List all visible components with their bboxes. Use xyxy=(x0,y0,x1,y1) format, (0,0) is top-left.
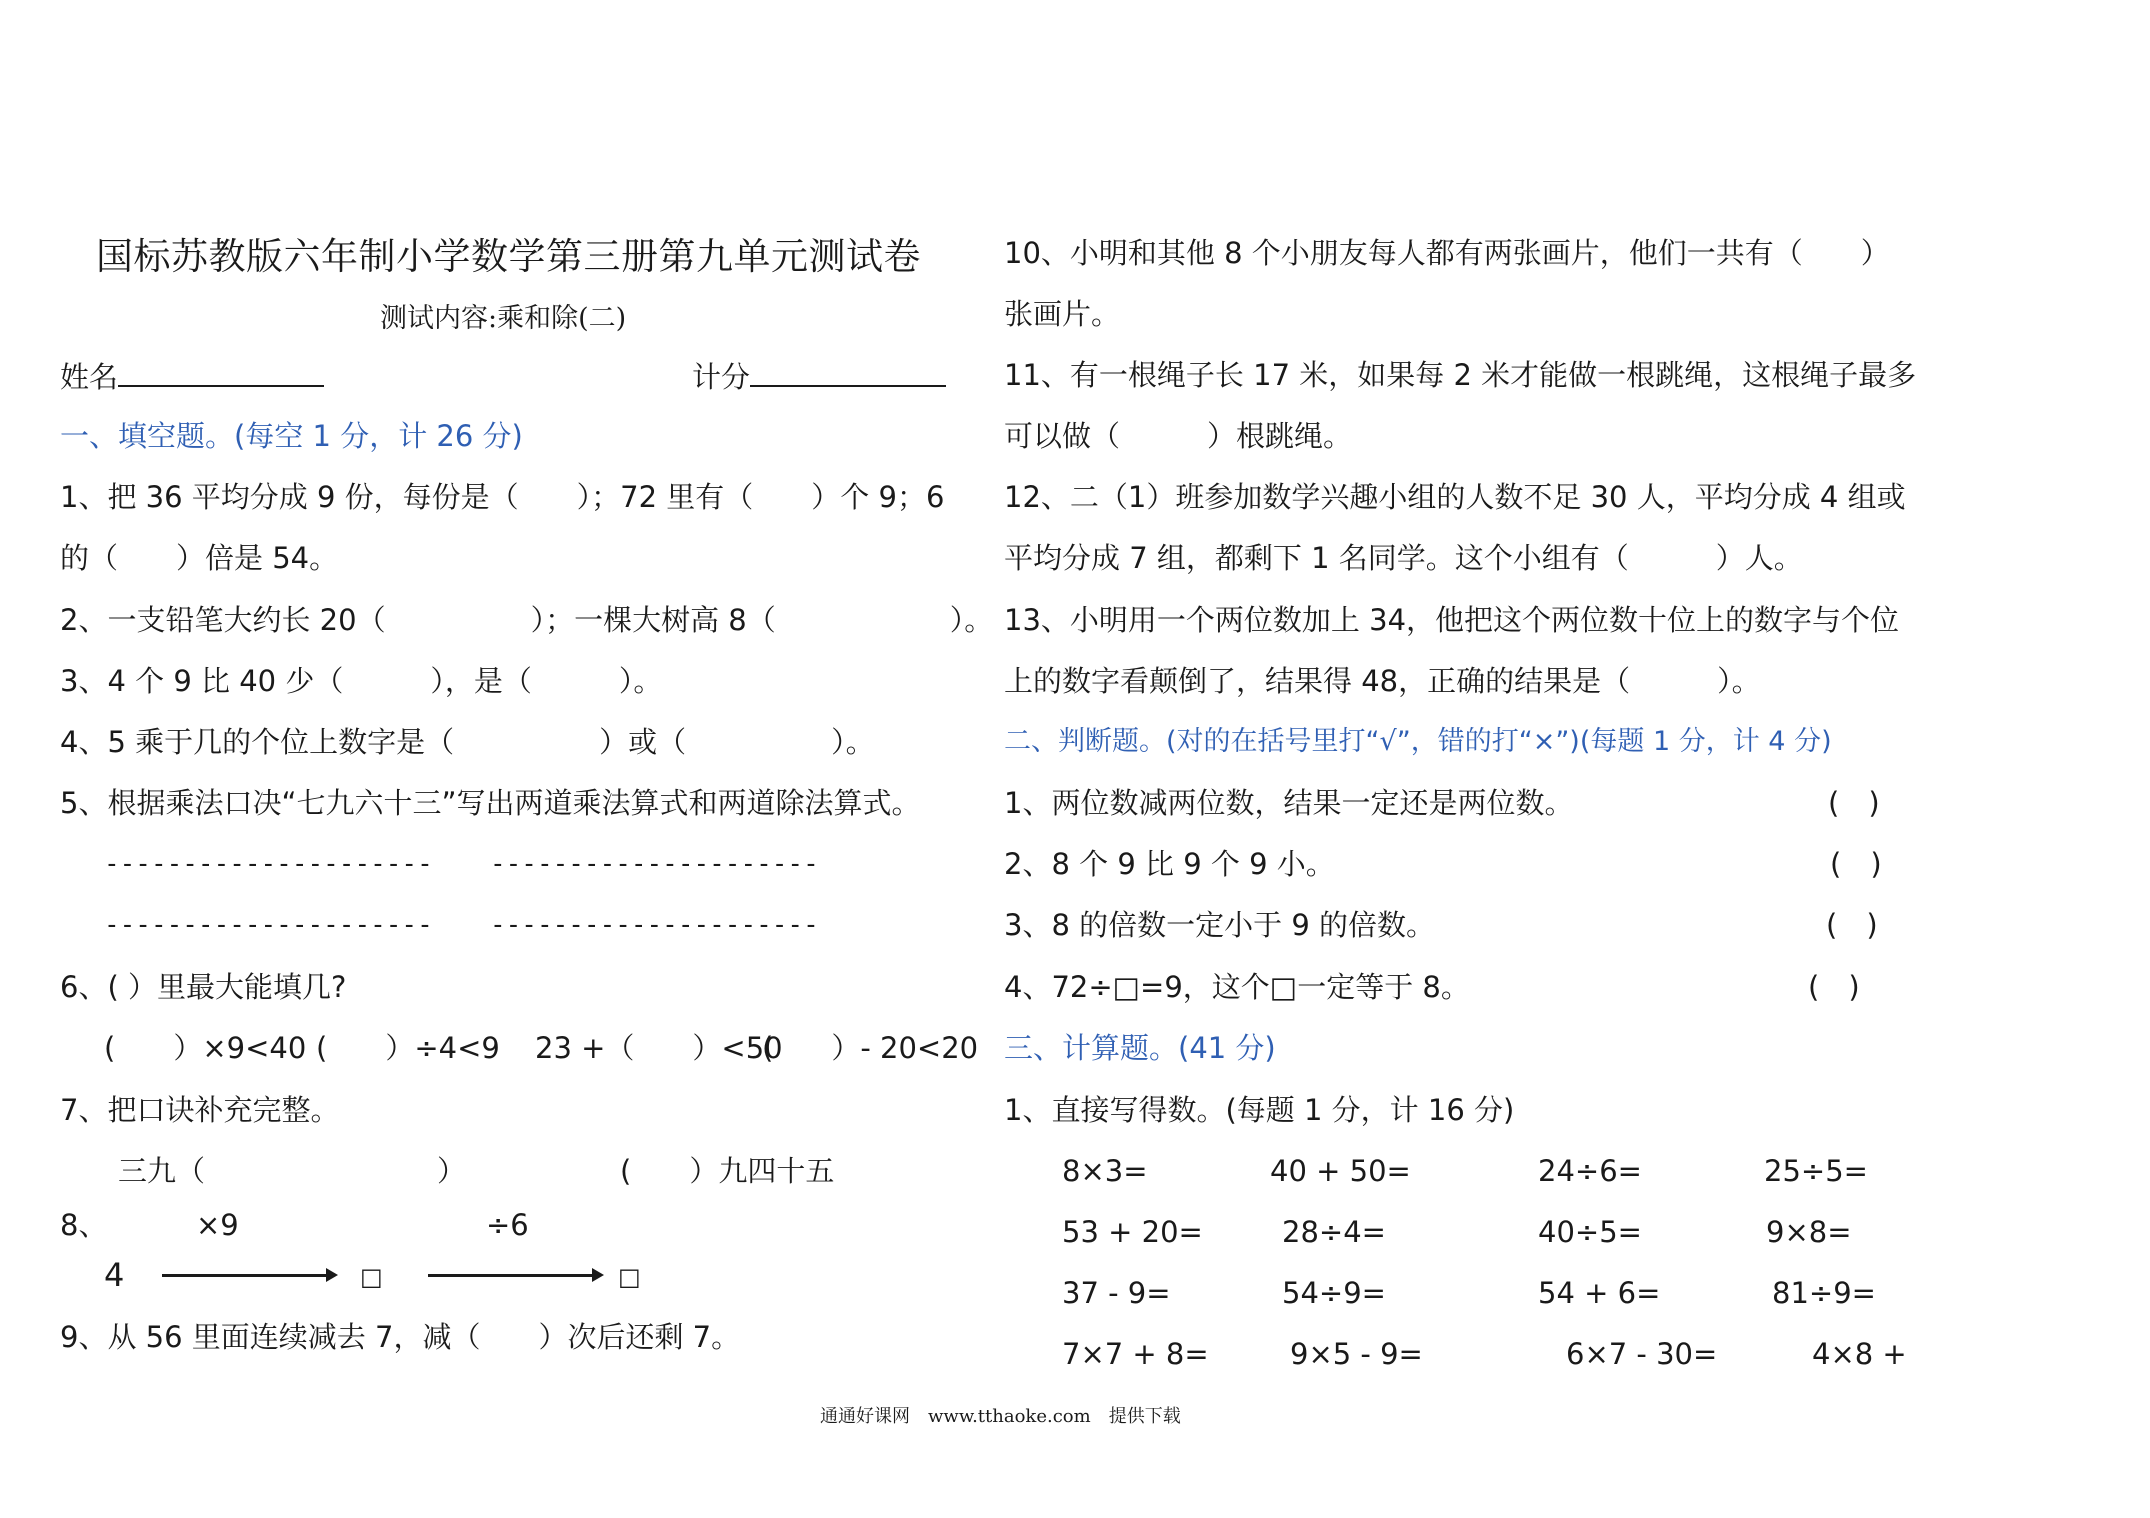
name-field xyxy=(60,355,324,397)
score-label: 计分 xyxy=(692,360,751,394)
q6-item: ( ）×9<40 xyxy=(104,1031,307,1065)
question-12b: 平均分成 7 组，都剩下 1 名同学。这个小组有（ ）人。 xyxy=(1004,541,1803,575)
calc-item: 9×5 - 9= xyxy=(1290,1337,1423,1371)
judge-1: 1、两位数减两位数，结果一定还是两位数。 xyxy=(1004,786,1574,820)
judge-2-paren: ( ) xyxy=(1830,847,1882,881)
q7-blank-b: ( ）九四十五 xyxy=(620,1154,835,1188)
arrow-icon xyxy=(162,1274,334,1277)
page-subtitle: 测试内容:乘和除(二) xyxy=(380,303,627,334)
judge-3-paren: ( ) xyxy=(1826,908,1878,942)
calc-item: 6×7 - 30= xyxy=(1566,1337,1718,1371)
section-fill-blank: 一、填空题。(每空 1 分，计 26 分) xyxy=(60,419,523,453)
calc-item: 4×8 + xyxy=(1812,1337,1907,1371)
question-12a: 12、二（1）班参加数学兴趣小组的人数不足 30 人，平均分成 4 组或 xyxy=(1004,480,1906,514)
calc-item: 24÷6= xyxy=(1538,1154,1642,1188)
q6-item: ( ）÷4<9 xyxy=(316,1031,500,1065)
calc-item: 53 + 20= xyxy=(1062,1215,1203,1249)
q6-item: 23 +（ ）<50 xyxy=(535,1031,783,1065)
calc-item: 54 + 6= xyxy=(1538,1276,1661,1310)
q8-op-multiply: ×9 xyxy=(196,1208,239,1242)
arrow-icon xyxy=(428,1274,600,1277)
calc-item: 54÷9= xyxy=(1282,1276,1386,1310)
section-calculation: 三、计算题。(41 分) xyxy=(1004,1031,1276,1065)
name-blank xyxy=(118,355,324,387)
answer-dash-line: --------------------- xyxy=(104,849,433,879)
answer-dash-line: --------------------- xyxy=(490,849,819,879)
question-10b: 张画片。 xyxy=(1004,297,1121,331)
question-13a: 13、小明用一个两位数加上 34，他把这个两位数十位上的数字与个位 xyxy=(1004,603,1900,637)
question-11a: 11、有一根绳子长 17 米，如果每 2 米才能做一根跳绳，这根绳子最多 xyxy=(1004,358,1917,392)
question-6: 6、( ）里最大能填几? xyxy=(60,970,347,1004)
question-3: 3、4 个 9 比 40 少（ ），是（ ）。 xyxy=(60,664,663,698)
calc-item: 8×3= xyxy=(1062,1154,1148,1188)
calc-item: 40÷5= xyxy=(1538,1215,1642,1249)
question-11b: 可以做（ ）根跳绳。 xyxy=(1004,419,1353,453)
calc-item: 40 + 50= xyxy=(1270,1154,1411,1188)
question-7: 7、把口诀补充完整。 xyxy=(60,1093,340,1127)
section-true-false: 二、判断题。(对的在括号里打“√”，错的打“×”)(每题 1 分，计 4 分) xyxy=(1004,726,1832,757)
question-4: 4、5 乘于几的个位上数字是（ ）或（ ）。 xyxy=(60,725,875,759)
name-label: 姓名 xyxy=(60,360,119,394)
score-field xyxy=(692,355,946,397)
page-title: 国标苏教版六年制小学数学第三册第九单元测试卷 xyxy=(96,235,921,278)
judge-2: 2、8 个 9 比 9 个 9 小。 xyxy=(1004,847,1335,881)
calc-item: 81÷9= xyxy=(1772,1276,1876,1310)
judge-1-paren: ( ) xyxy=(1828,786,1880,820)
calc-item: 25÷5= xyxy=(1764,1154,1868,1188)
calc-item: 37 - 9= xyxy=(1062,1276,1171,1310)
q8-op-divide: ÷6 xyxy=(486,1208,529,1242)
q6-item: ( ）- 20<20 xyxy=(762,1031,979,1065)
q7-blank-a: 三九（ ） xyxy=(118,1154,467,1188)
question-1a: 1、把 36 平均分成 9 份，每份是（ ）；72 里有（ ）个 9；6 xyxy=(60,480,945,514)
question-2: 2、一支铅笔大约长 20（ ）；一棵大树高 8（ ）。 xyxy=(60,603,994,637)
calc-instruction: 1、直接写得数。(每题 1 分，计 16 分) xyxy=(1004,1093,1515,1127)
answer-dash-line: --------------------- xyxy=(490,910,819,940)
question-8-label: 8、 xyxy=(60,1208,108,1242)
answer-dash-line: --------------------- xyxy=(104,910,433,940)
question-10a: 10、小明和其他 8 个小朋友每人都有两张画片，他们一共有（ ） xyxy=(1004,236,1890,270)
calc-item: 7×7 + 8= xyxy=(1062,1337,1209,1371)
judge-4-paren: ( ) xyxy=(1808,970,1860,1004)
question-5: 5、根据乘法口决“七九六十三”写出两道乘法算式和两道除法算式。 xyxy=(60,786,921,820)
q8-start-number: 4 xyxy=(104,1256,125,1294)
judge-4: 4、72÷□=9，这个□一定等于 8。 xyxy=(1004,970,1470,1004)
question-13b: 上的数字看颠倒了，结果得 48，正确的结果是（ ）。 xyxy=(1004,664,1761,698)
q8-answer-box: □ xyxy=(618,1263,641,1291)
score-blank xyxy=(750,355,946,387)
question-1b: 的（ ）倍是 54。 xyxy=(60,541,339,575)
question-9: 9、从 56 里面连续减去 7，减（ ）次后还剩 7。 xyxy=(60,1320,741,1354)
calc-item: 9×8= xyxy=(1766,1215,1852,1249)
judge-3: 3、8 的倍数一定小于 9 的倍数。 xyxy=(1004,908,1436,942)
q8-answer-box: □ xyxy=(360,1263,383,1291)
footer-credit: 通通好课网 www.tthaoke.com 提供下载 xyxy=(820,1406,1181,1427)
calc-item: 28÷4= xyxy=(1282,1215,1386,1249)
